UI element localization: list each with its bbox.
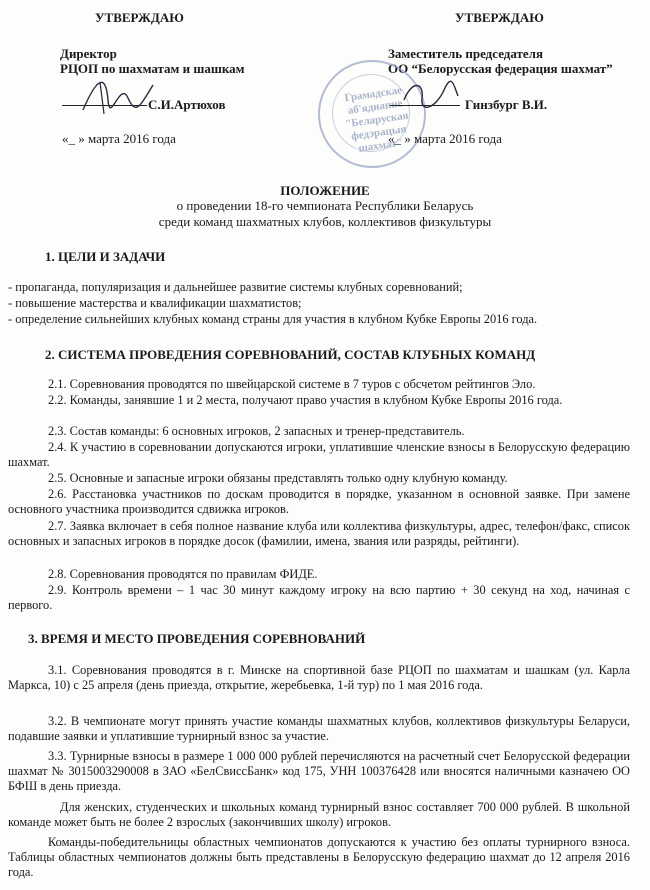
section-2-item: 2.6. Расстановка участников по доскам проводится в порядке, указанном в основной заявке. При замене основного участника производится сдвижка игроков.: [8, 487, 630, 516]
document-subtitle-line2: среди команд шахматных клубов, коллективов физкультуры: [158, 214, 492, 229]
section-1-item: - повышение мастерства и квалификации шахматистов;: [8, 296, 302, 310]
right-signer-name: Гинзбург В.И.: [465, 97, 548, 112]
section-2-item: 2.1. Соревнования проводятся по швейцарской системе в 7 туров с обсчетом рейтингов Эло.: [48, 377, 536, 391]
official-stamp: [318, 60, 426, 168]
section-2-item: 2.3. Состав команды: 6 основных игроков, 2 запасных и тренер-представитель.: [48, 424, 465, 438]
section-3-item: 3.3. Турнирные взносы в размере 1 000 000 рублей перечисляются на расчетный счет Белорусской федерации шахмат № 3015003290008 в ЗАО «БелСвиссБанк» код 175, УНН 100376428 или вносятся наличными казначею ОО БФШ в день приезда.: [8, 749, 630, 793]
section-1-title: 1. ЦЕЛИ И ЗАДАЧИ: [45, 249, 166, 264]
left-approve-label: УТВЕРЖДАЮ: [95, 10, 184, 25]
left-position-title: Директор: [60, 46, 117, 61]
section-2-item: 2.2. Команды, занявшие 1 и 2 места, получают право участия в клубном Кубке Европы 2016 года.: [48, 393, 563, 407]
right-approve-label: УТВЕРЖДАЮ: [455, 10, 544, 25]
section-2-item: 2.9. Контроль времени – 1 час 30 минут каждому игроку на всю партию + 30 секунд на ход, начиная с первого.: [8, 583, 630, 612]
right-signature: [400, 78, 460, 113]
section-1-item: - пропаганда, популяризация и дальнейшее развитие системы клубных соревнований;: [8, 280, 463, 294]
left-signer-name: С.И.Артюхов: [148, 97, 226, 112]
section-3-item: Для женских, студенческих и школьных команд турнирный взнос составляет 700 000 рублей. В школьной команде может быть не более 2 взрослых (закончивших школу) игроков.: [8, 800, 630, 829]
right-organization: ОО “Белорусская федерация шахмат”: [388, 61, 613, 76]
right-position-title: Заместитель председателя: [388, 46, 544, 61]
section-3-item: 3.2. В чемпионате могут принять участие команды шахматных клубов, коллективов физкультуры Беларуси, подавшие заявки и уплатившие турнирный взнос за участие.: [8, 714, 630, 743]
section-2-item: 2.5. Основные и запасные игроки обязаны представлять только одну клубную команду.: [48, 471, 508, 485]
document-title: ПОЛОЖЕНИЕ: [280, 183, 370, 198]
document-subtitle-line1: о проведении 18-го чемпионата Республики Беларусь: [176, 198, 474, 213]
section-1-item: - определение сильнейших клубных команд страны для участия в клубном Кубке Европы 2016 года.: [8, 312, 538, 326]
right-date: «_ » марта 2016 года: [388, 131, 502, 146]
section-2-item: 2.4. К участию в соревновании допускаются игроки, уплатившие членские взносы в Белорусскую федерацию шахмат.: [8, 440, 630, 469]
left-signature: [78, 70, 158, 120]
section-2-title: 2. СИСТЕМА ПРОВЕДЕНИЯ СОРЕВНОВАНИЙ, СОСТАВ КЛУБНЫХ КОМАНД: [45, 347, 536, 362]
section-3-item: Команды-победительницы областных чемпионатов допускаются к участию без оплаты турнирного взноса. Таблицы областных чемпионатов должны быть представлены в Белорусскую федерацию шахмат до 12 апреля 2016 года.: [8, 835, 630, 879]
left-date: «_ » марта 2016 года: [62, 131, 176, 146]
stamp-text: Грамадскае аб'яднанне "Беларуская федэрацыя шахмат": [343, 84, 410, 155]
section-2-item: 2.7. Заявка включает в себя полное название клуба или коллектива физкультуры, адрес, телефон/факс, список основных и запасных игроков в порядке досок (фамилии, имена, звания или разряды, рейтинги).: [8, 519, 630, 548]
section-3-title: 3. ВРЕМЯ И МЕСТО ПРОВЕДЕНИЯ СОРЕВНОВАНИЙ: [28, 631, 366, 646]
section-3-item: 3.1. Соревнования проводятся в г. Минске на спортивной базе РЦОП по шахматам и шашкам (ул. Карла Маркса, 10) с 25 апреля (день приезда, открытие, жеребьевка, 1-й тур) по 1 мая 2016 года.: [8, 663, 630, 692]
left-organization: РЦОП по шахматам и шашкам: [60, 61, 245, 76]
section-2-item: 2.8. Соревнования проводятся по правилам ФИДЕ.: [48, 567, 318, 581]
